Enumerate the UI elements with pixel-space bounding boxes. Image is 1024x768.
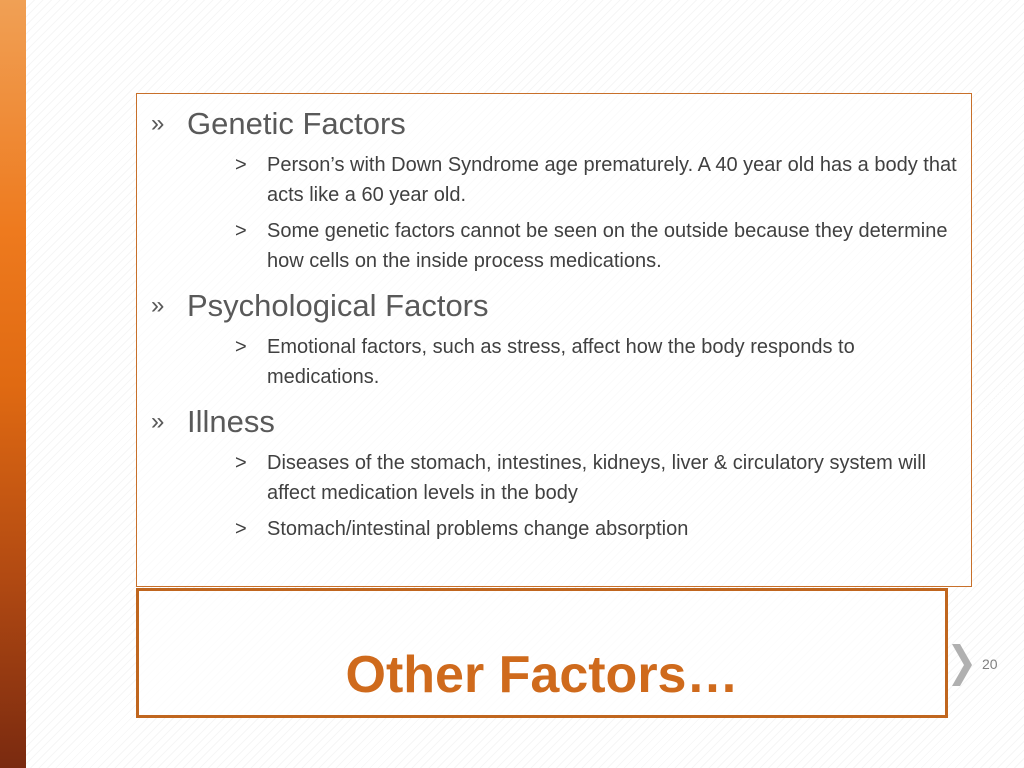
sub-bullet-list	[187, 448, 961, 544]
slide-title: Other Factors…	[345, 646, 739, 704]
sub-bullet-marker: >	[235, 336, 247, 358]
bullet-list	[151, 104, 961, 544]
slide-number: 20	[982, 656, 998, 672]
sub-bullet-marker: >	[235, 518, 247, 540]
left-accent-band	[0, 0, 26, 768]
title-box	[136, 588, 948, 718]
sub-bullet	[187, 514, 961, 544]
bullet-heading: Genetic Factors	[187, 106, 406, 141]
bullet-genetic-factors	[151, 104, 961, 276]
sub-bullet-text: Diseases of the stomach, intestines, kidneys, liver & circulatory system will affect medication levels in the body	[267, 452, 927, 504]
bullet-marker: »	[151, 110, 165, 137]
sub-bullet-text: Some genetic factors cannot be seen on the outside because they determine how cells on the inside process medications.	[267, 220, 948, 272]
bullet-heading: Illness	[187, 404, 275, 439]
sub-bullet-marker: >	[235, 220, 247, 242]
content-box	[136, 93, 972, 587]
sub-bullet	[187, 216, 961, 276]
bullet-heading: Psychological Factors	[187, 288, 489, 323]
sub-bullet	[187, 332, 961, 392]
sub-bullet-text: Stomach/intestinal problems change absorption	[267, 518, 689, 540]
bullet-illness	[151, 402, 961, 544]
sub-bullet	[187, 448, 961, 508]
sub-bullet-text: Person’s with Down Syndrome age prematurely. A 40 year old has a body that acts like a 60 year old.	[267, 154, 957, 206]
sub-bullet-list	[187, 332, 961, 392]
sub-bullet	[187, 150, 961, 210]
sub-bullet-list	[187, 150, 961, 276]
bullet-marker: »	[151, 408, 165, 435]
bullet-psychological-factors	[151, 286, 961, 392]
sub-bullet-text: Emotional factors, such as stress, affect how the body responds to medications.	[267, 336, 855, 388]
sub-bullet-marker: >	[235, 154, 247, 176]
chevron-right-icon[interactable]	[948, 640, 974, 690]
bullet-marker: »	[151, 292, 165, 319]
sub-bullet-marker: >	[235, 452, 247, 474]
